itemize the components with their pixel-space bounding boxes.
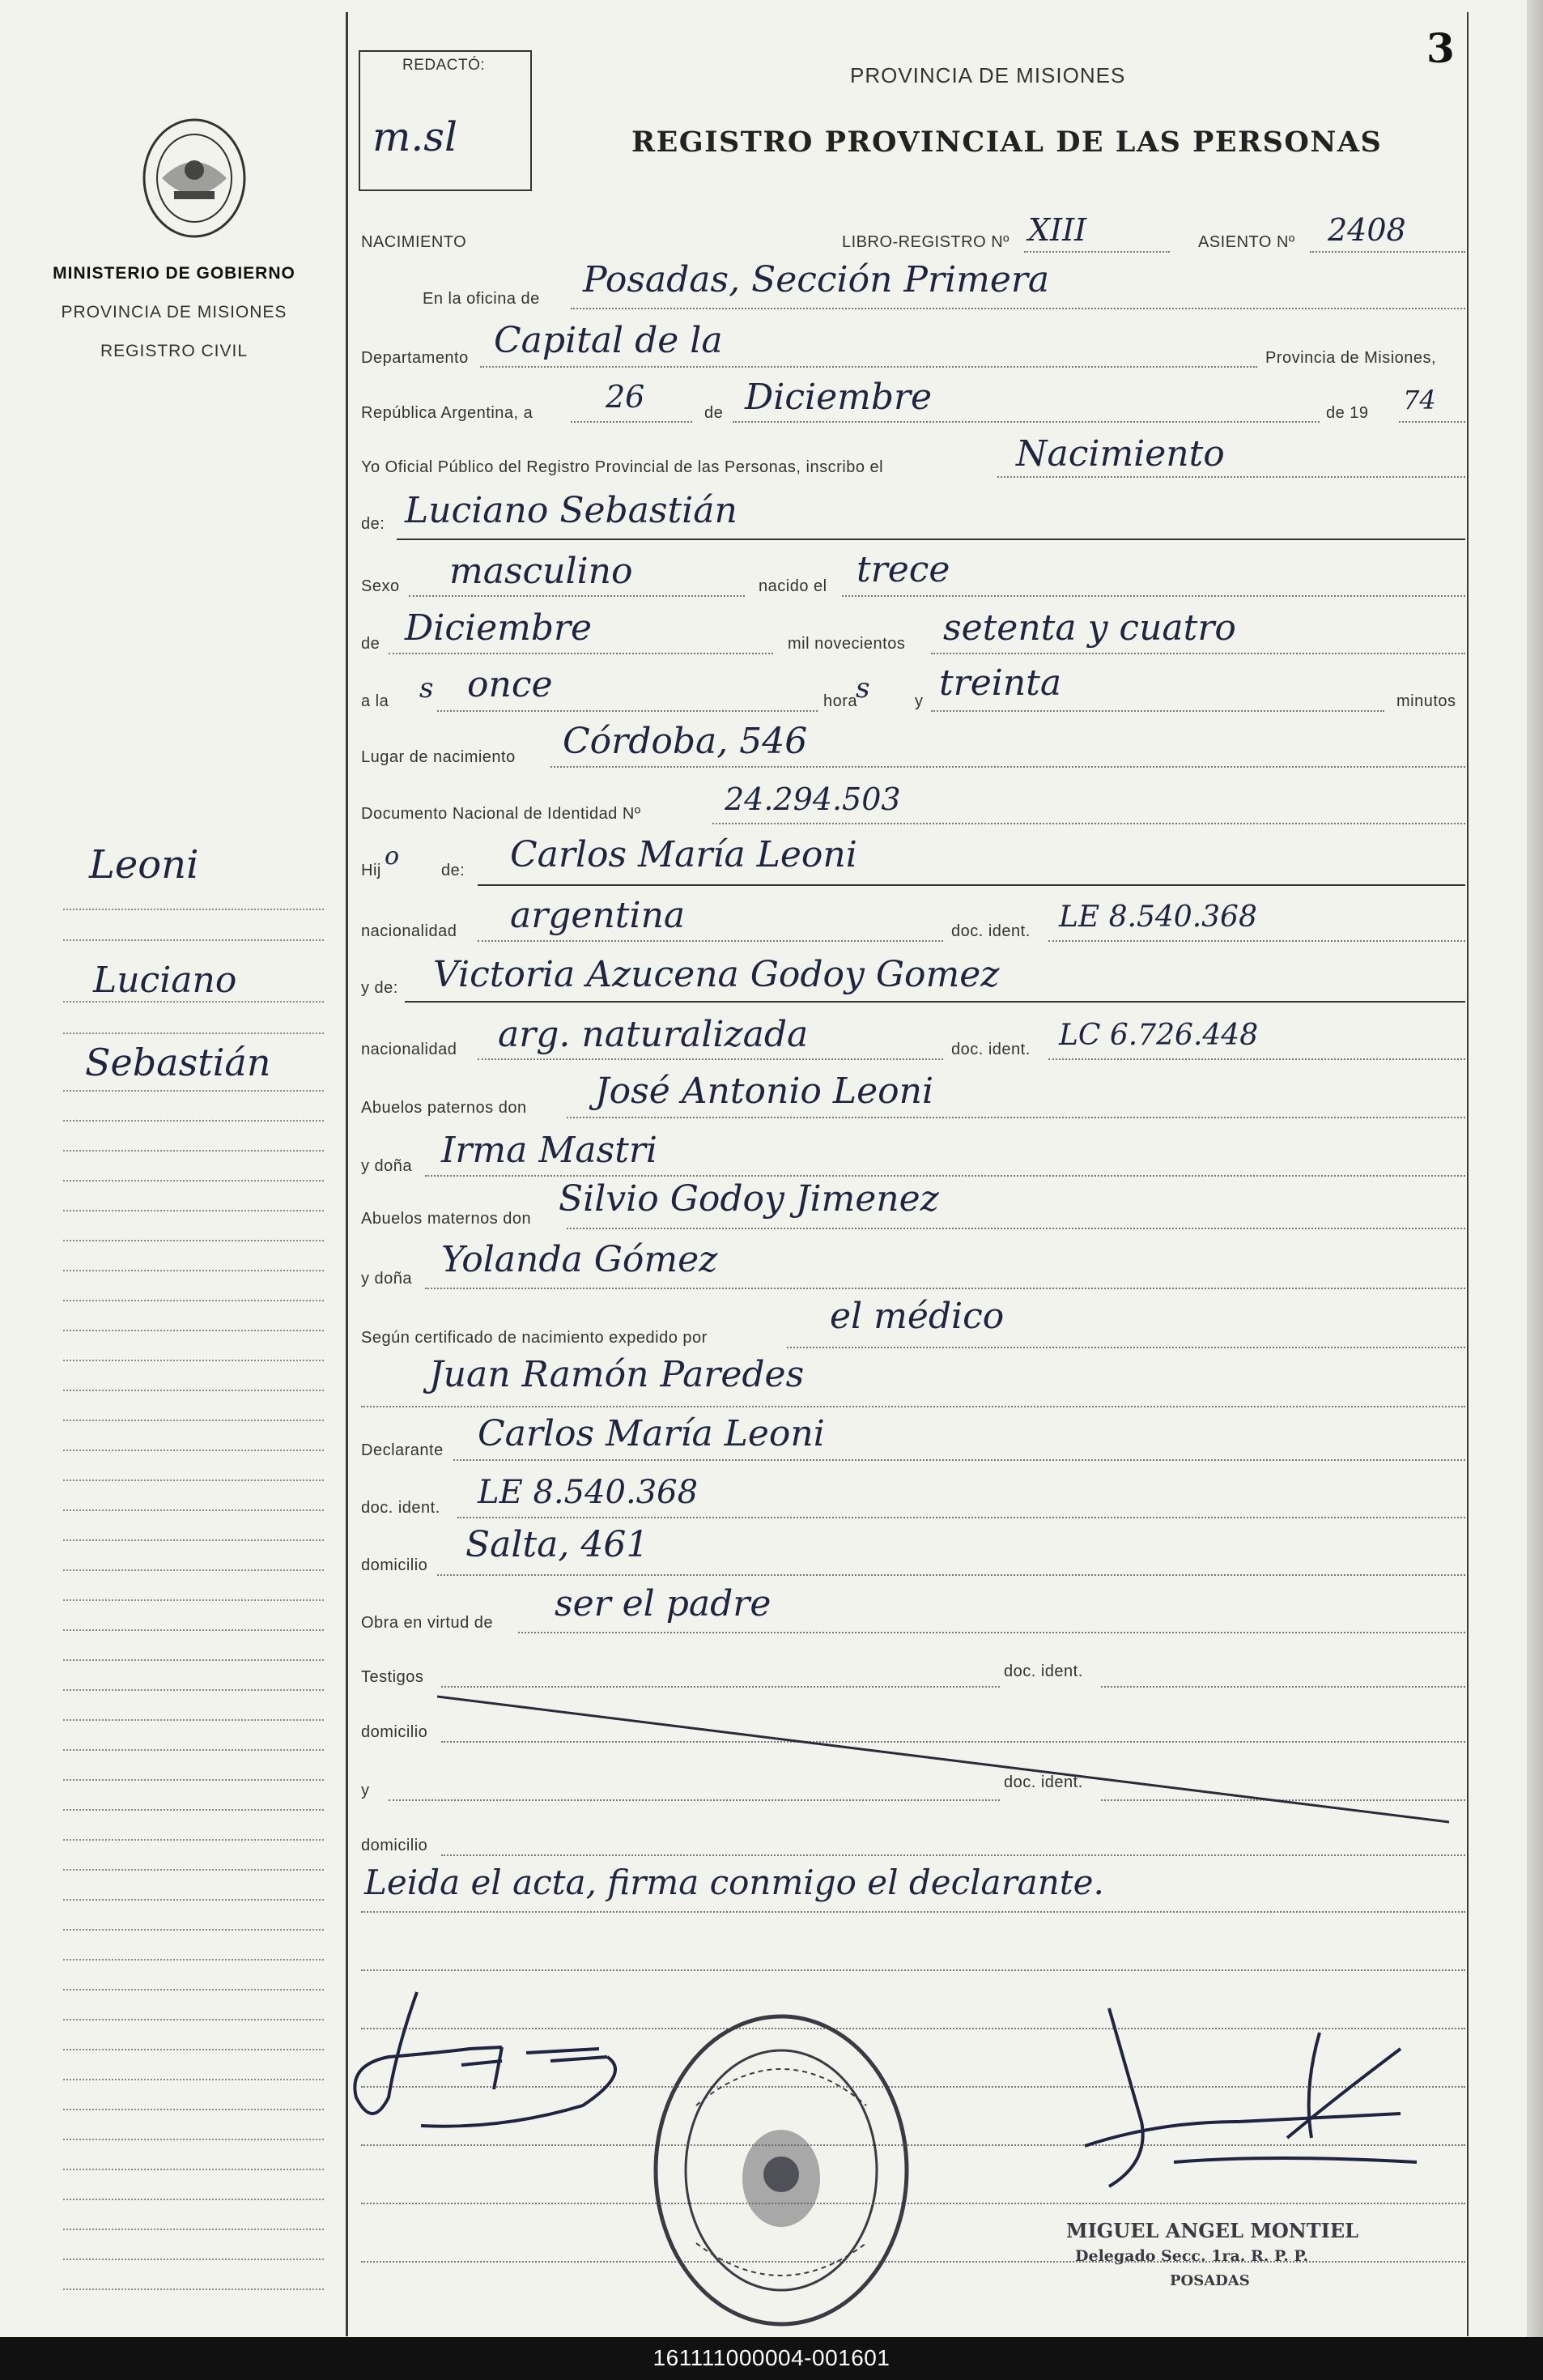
page-edge — [1527, 0, 1543, 2337]
province-label: PROVINCIA DE MISIONES — [61, 303, 287, 321]
footer-code: 161111000004-001601 — [652, 2345, 891, 2370]
inscribo-value: Nacimiento — [1016, 433, 1225, 475]
sexo-label: Sexo — [361, 577, 400, 595]
margin-note-second-name: Sebastián — [85, 1041, 271, 1084]
official-stamp — [648, 2008, 915, 2332]
yo-oficial-label: Yo Oficial Público del Registro Provincial de las Personas, inscribo el — [361, 458, 884, 476]
anio-value: 74 — [1403, 385, 1436, 415]
libro-value: XIII — [1028, 212, 1087, 248]
padre-doc-value: LE 8.540.368 — [1059, 900, 1257, 934]
a-la-suffix: s — [419, 672, 434, 705]
madre-nacionalidad-value: arg. naturalizada — [498, 1014, 809, 1055]
abuela-paterna-label: y doña — [361, 1157, 413, 1175]
y2-doc-label: doc. ident. — [1004, 1773, 1083, 1791]
record-type: NACIMIENTO — [361, 233, 467, 251]
declarante-doc-label: doc. ident. — [361, 1499, 440, 1517]
padre-nacionalidad-value: argentina — [510, 895, 686, 936]
mil-label: mil novecientos — [788, 635, 906, 653]
certificado-label: Según certificado de nacimiento expedido por — [361, 1329, 708, 1347]
nacido-anio-value: setenta y cuatro — [943, 607, 1236, 649]
minutos-value: treinta — [939, 662, 1062, 704]
y2-label: y — [361, 1782, 370, 1799]
medico-value: Juan Ramón Paredes — [429, 1354, 805, 1395]
a-la-label: a la — [361, 692, 389, 710]
nacido-de-label: de — [361, 635, 380, 653]
de19-label: de 19 — [1326, 404, 1369, 422]
cierre-text: Leida el acta, firma conmigo el declarante. — [364, 1863, 1104, 1902]
de-label: de — [704, 404, 724, 422]
hijo-label: Hij — [361, 862, 381, 879]
madre-nacionalidad-label: nacionalidad — [361, 1041, 457, 1058]
redacto-label: REDACTÓ: — [402, 57, 486, 74]
declarante-label: Declarante — [361, 1441, 444, 1459]
nacido-mes-value: Diciembre — [405, 607, 593, 649]
obra-label: Obra en virtud de — [361, 1614, 494, 1632]
domicilio2-label: domicilio — [361, 1837, 428, 1854]
abuela-materna-value: Yolanda Gómez — [441, 1239, 718, 1280]
official-signature — [1077, 2000, 1449, 2203]
right-rule — [1467, 12, 1469, 2336]
testigos-domicilio-label: domicilio — [361, 1723, 428, 1741]
horas-suffix: s — [856, 672, 870, 705]
abuelo-materno-value: Silvio Godoy Jimenez — [559, 1178, 939, 1220]
testigos-strike-line — [437, 1688, 1457, 1826]
abuelos-maternos-label: Abuelos maternos don — [361, 1210, 532, 1228]
official-name: MIGUEL ANGEL MONTIEL — [1066, 2219, 1358, 2242]
abuelos-paternos-label: Abuelos paternos don — [361, 1099, 527, 1117]
official-city: POSADAS — [1170, 2272, 1250, 2289]
obra-value: ser el padre — [555, 1583, 772, 1624]
lugar-value: Córdoba, 546 — [563, 721, 808, 762]
oficina-label: En la oficina de — [423, 290, 540, 308]
header-province: PROVINCIA DE MISIONES — [850, 63, 1126, 87]
dia-value: 26 — [606, 379, 645, 415]
sexo-value: masculino — [449, 551, 633, 592]
libro-label: LIBRO-REGISTRO Nº — [842, 233, 1010, 251]
republica-label: República Argentina, a — [361, 404, 533, 422]
abuelo-paterno-value: José Antonio Leoni — [595, 1071, 934, 1112]
domicilio-value: Salta, 461 — [465, 1524, 649, 1565]
header-title: REGISTRO PROVINCIAL DE LAS PERSONAS — [631, 126, 1383, 159]
madre-label: y de: — [361, 979, 398, 997]
asiento-value: 2408 — [1328, 212, 1406, 248]
province-seal-icon — [138, 113, 251, 243]
domicilio-label: domicilio — [361, 1556, 428, 1574]
padre-value: Carlos María Leoni — [510, 834, 857, 875]
footer-strip — [0, 2337, 1543, 2380]
departamento-label: Departamento — [361, 349, 469, 367]
departamento-value: Capital de la — [494, 320, 723, 361]
abuela-materna-label: y doña — [361, 1270, 413, 1288]
nombre-label: de: — [361, 515, 385, 533]
provincia-suffix: Provincia de Misiones, — [1265, 349, 1437, 367]
madre-doc-label: doc. ident. — [951, 1041, 1031, 1058]
madre-doc-value: LC 6.726.448 — [1059, 1019, 1259, 1052]
margin-note-first-name: Luciano — [93, 960, 237, 1001]
oficina-value: Posadas, Sección Primera — [583, 259, 1050, 300]
dni-value: 24.294.503 — [725, 781, 901, 817]
page-number: 3 — [1426, 24, 1455, 72]
y-label: y — [915, 692, 924, 710]
ministry-label: MINISTERIO DE GOBIERNO — [53, 264, 295, 283]
testigos-doc-label: doc. ident. — [1004, 1663, 1083, 1680]
nacido-label: nacido el — [759, 577, 827, 595]
hijo-suffix: o — [385, 842, 400, 871]
madre-value: Victoria Azucena Godoy Gomez — [433, 954, 1000, 995]
nombre-value: Luciano Sebastián — [405, 490, 737, 531]
asiento-label: ASIENTO Nº — [1198, 233, 1295, 251]
hora-value: once — [467, 664, 553, 705]
dni-label: Documento Nacional de Identidad Nº — [361, 805, 641, 823]
official-position: Delegado Secc. 1ra. R. P. P. — [1075, 2247, 1309, 2265]
minutos-label: minutos — [1396, 692, 1456, 710]
testigos-label: Testigos — [361, 1668, 424, 1686]
padre-nacionalidad-label: nacionalidad — [361, 922, 457, 940]
certificado-value: el médico — [830, 1296, 1005, 1337]
margin-note-surname: Leoni — [89, 842, 199, 888]
redacto-value: m.sl — [372, 113, 457, 160]
abuela-paterna-value: Irma Mastri — [441, 1130, 658, 1171]
lugar-label: Lugar de nacimiento — [361, 748, 516, 766]
nacido-dia-value: trece — [857, 549, 950, 590]
declarante-doc-value: LE 8.540.368 — [478, 1474, 699, 1511]
hijo-de-label: de: — [441, 862, 465, 879]
padre-doc-label: doc. ident. — [951, 922, 1031, 940]
horas-label: hora — [823, 692, 858, 710]
mes-value: Diciembre — [745, 377, 933, 418]
declarante-value: Carlos María Leoni — [478, 1413, 825, 1454]
registry-label: REGISTRO CIVIL — [100, 342, 249, 360]
declarant-signature — [340, 1976, 680, 2138]
